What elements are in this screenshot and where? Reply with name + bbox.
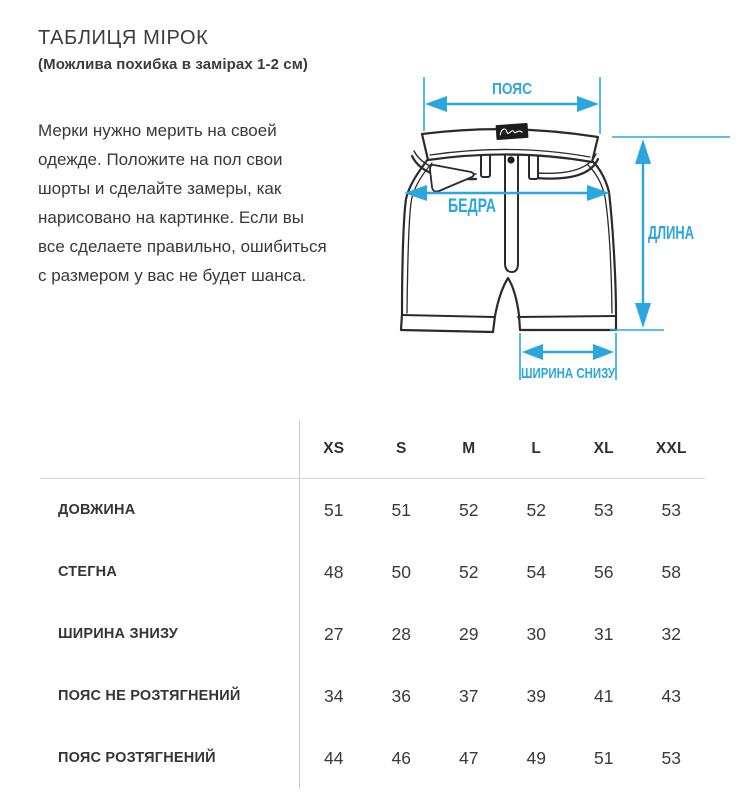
measurement-row-label: ПОЯС НЕ РОЗТЯГНЕНИЙ [40,665,300,727]
page-subtitle: (Можлива похибка в замірах 1-2 см) [38,56,309,73]
size-table [40,420,705,789]
size-value-cell: 41 [594,685,614,706]
length-dimension [610,137,730,330]
length-label: ДЛИНА [648,223,694,243]
size-column-header: XXL [638,420,706,479]
instruction-line: с размером у вас не будет шанса. [38,266,307,285]
page-title: ТАБЛИЦЯ МІРОК [38,27,209,49]
size-value-cell: 51 [594,747,614,768]
waist-button [507,156,514,163]
size-value-cell: 43 [661,685,681,706]
instruction-line: Мерки нужно мерить на своей [38,121,277,140]
right-cuff-line [518,316,616,317]
size-value-cell: 37 [459,685,479,706]
size-column-header: XS [300,420,368,479]
measurement-row-label: ПОЯС РОЗТЯГНЕНИЙ [40,727,300,789]
hips-label: БЕДРА [448,196,497,217]
instruction-line: одежде. Положите на пол свои [38,150,283,169]
instruction-line: все сделаете правильно, ошибиться [38,237,327,256]
size-value-cell: 39 [526,685,546,706]
size-column-header: XL [570,420,638,479]
instruction-line: нарисовано на картинке. Если вы [38,208,304,227]
size-value-cell: 56 [594,561,614,582]
size-value-cell: 52 [526,499,546,520]
size-value-cell: 54 [526,561,546,582]
size-column-header: L [503,420,571,479]
bottom-width-label: ШИРИНА СНИЗУ [521,365,616,382]
size-value-cell: 27 [324,623,344,644]
size-value-cell: 47 [459,747,479,768]
size-table-corner [40,420,300,479]
size-value-cell: 29 [459,623,479,644]
size-value-cell: 53 [594,499,614,520]
instruction-line: шорты и сделайте замеры, как [38,179,282,198]
size-value-cell: 52 [459,561,479,582]
size-value-cell: 44 [324,747,344,768]
measurement-row-label: СТЕГНА [40,541,300,603]
fly-placket [505,155,518,272]
size-value-cell: 49 [526,747,546,768]
measuring-instructions [38,116,388,290]
size-value-cell: 48 [324,561,344,582]
size-value-cell: 46 [391,747,411,768]
size-value-cell: 52 [459,499,479,520]
size-value-cell: 51 [324,499,344,520]
size-value-cell: 36 [391,685,411,706]
size-value-cell: 58 [661,561,681,582]
size-value-cell: 30 [526,623,546,644]
measurement-row-label: ШИРИНА ЗНИЗУ [40,603,300,665]
size-column-header: M [435,420,503,479]
measurement-row-label: ДОВЖИНА [40,479,300,541]
shorts-measurement-diagram [386,75,746,395]
size-value-cell: 34 [324,685,344,706]
size-value-cell: 28 [391,623,411,644]
bottom-width-dimension [520,333,616,382]
size-value-cell: 51 [391,499,411,520]
brand-tag [496,123,529,140]
size-column-header: S [368,420,436,479]
waist-label: ПОЯС [492,81,533,98]
size-value-cell: 31 [594,623,614,644]
size-value-cell: 32 [661,623,681,644]
size-value-cell: 53 [661,499,681,520]
size-value-cell: 53 [661,747,681,768]
size-value-cell: 50 [391,561,411,582]
